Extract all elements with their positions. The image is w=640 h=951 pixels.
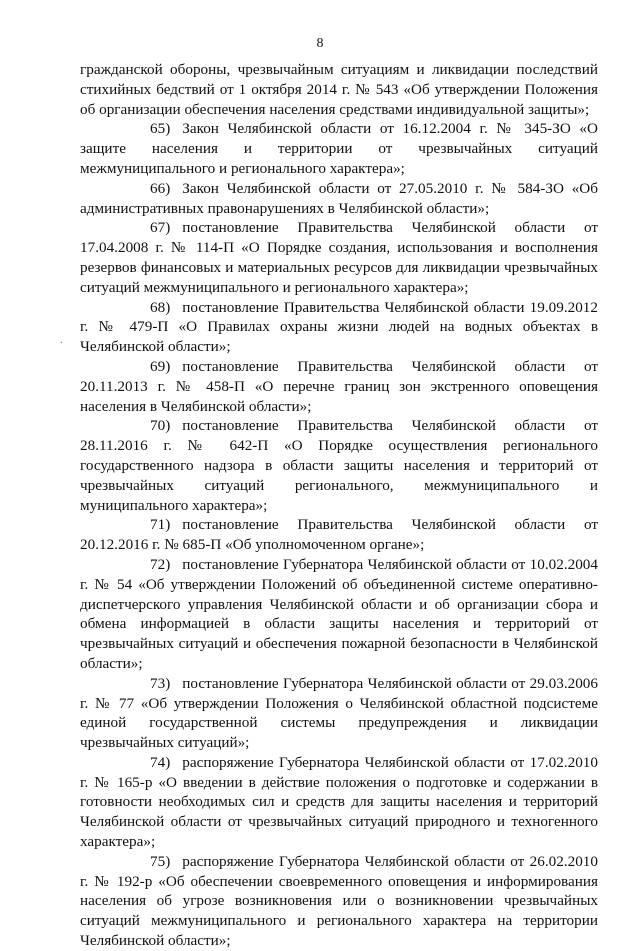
item-text: постановление Губернатора Челябинской области от 29.03.2006 г. № 77 «Об утверждении Положения о Челябинской областной подсистеме единой государственной системы предупреждения и ликвидации чрезвычайных ситуаций»;	[80, 674, 598, 752]
item-number: 70)	[150, 417, 171, 435]
item-text: постановление Правительства Челябинской области 19.09.2012 г. № 479-П «О Правилах охраны жизни людей на водных объектах в Челябинской области»;	[80, 298, 598, 356]
item-text: постановление Правительства Челябинской области от 20.11.2013 г. № 458-П «О перечне границ зон экстренного оповещения населения в Челябинской области»;	[80, 357, 598, 415]
list-item	[80, 416, 598, 515]
list-item	[80, 218, 598, 297]
item-text: постановление Правительства Челябинской области от 17.04.2008 г. № 114-П «О Порядке создания, использования и восполнения резервов финансовых и материальных ресурсов для ликвидации чрезвычайных ситуаций межмуниципального и регионального характера»;	[80, 219, 598, 296]
item-text: Закон Челябинской области от 27.05.2010 г. № 584-ЗО «Об административных правонарушениях в Челябинской области»;	[80, 179, 598, 217]
list-item	[80, 753, 598, 852]
item-number: 65)	[150, 120, 171, 138]
item-number: 69)	[150, 357, 171, 375]
list-item	[80, 119, 598, 178]
margin-mark: .	[60, 332, 63, 346]
item-number: 66)	[150, 179, 171, 197]
item-number: 67)	[150, 219, 171, 237]
list-item	[80, 674, 598, 753]
document-body	[80, 60, 598, 951]
list-item	[80, 179, 598, 219]
item-number: 72)	[150, 555, 171, 573]
item-text: распоряжение Губернатора Челябинской области от 17.02.2010 г. № 165-р «О введении в действие положения о подготовке и содержании в готовности необходимых сил и средств для защиты населения и территорий Челябинской области от чрезвычайных ситуаций природного и техногенного характера»;	[80, 753, 598, 851]
list-item	[80, 298, 598, 357]
intro-paragraph: гражданской обороны, чрезвычайным ситуациям и ликвидации последствий стихийных бедствий от 1 октября 2014 г. № 543 «Об утверждении Положения об организации обеспечения населения средствами индивидуальной защиты»;	[80, 61, 598, 118]
item-number: 68)	[150, 298, 171, 316]
list-item	[80, 515, 598, 555]
item-number: 75)	[150, 852, 171, 870]
item-text: Закон Челябинской области от 16.12.2004 г. № 345-ЗО «О защите населения и территории от чрезвычайных ситуаций межмуниципального и регионального характера»;	[80, 120, 598, 177]
item-text: постановление Правительства Челябинской области от 20.12.2016 г. № 685-П «Об уполномоченном органе»;	[80, 516, 598, 554]
item-text: распоряжение Губернатора Челябинской области от 26.02.2010 г. № 192-р «Об обеспечении своевременного оповещения и информирования населения об угрозе возникновения или о возникновении чрезвычайных ситуаций межмуниципального и регионального характера на территории Челябинской области»;	[80, 852, 598, 950]
item-number: 73)	[150, 674, 171, 692]
page-number: 8	[316, 36, 324, 51]
item-text: постановление Губернатора Челябинской области от 10.02.2004 г. № 54 «Об утверждении Положений об объединенной системе оперативно-диспетчерского управления Челябинской области и об организации сбора и обмена информацией в области защиты населения и территорий от чрезвычайных ситуаций и обеспечения пожарной безопасности в Челябинской области»;	[80, 555, 598, 672]
item-text: постановление Правительства Челябинской области от 28.11.2016 г. № 642-П «О Порядке осуществления регионального государственного надзора в области защиты населения и территорий от чрезвычайных ситуаций регионального, межмуниципального и муниципального характера»;	[80, 417, 598, 514]
item-number: 74)	[150, 753, 171, 771]
list-item	[80, 357, 598, 416]
list-item	[80, 555, 598, 674]
list-item	[80, 852, 598, 951]
item-number: 71)	[150, 516, 171, 534]
